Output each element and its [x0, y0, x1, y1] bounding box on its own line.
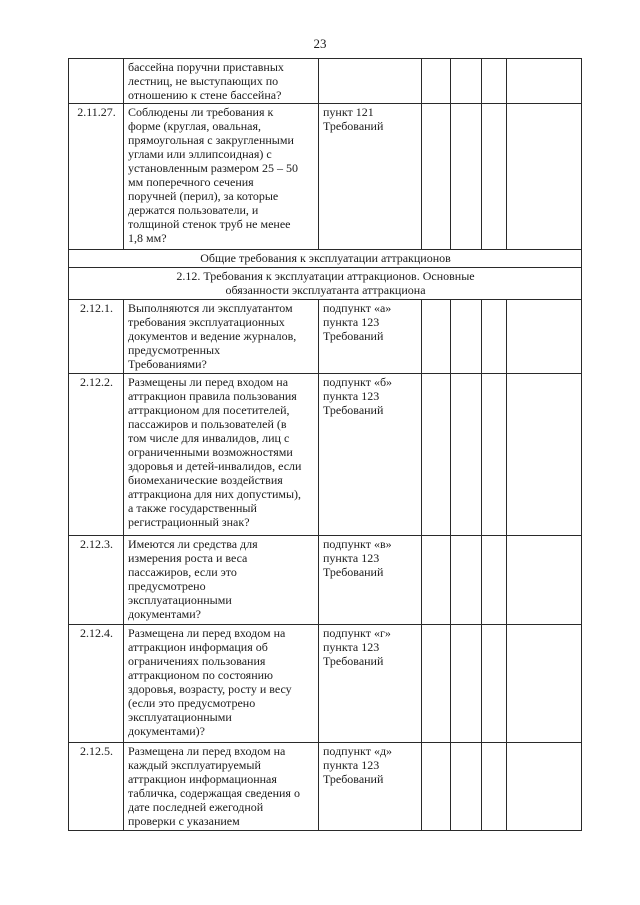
note-cell[interactable]	[507, 59, 582, 104]
note-cell[interactable]	[507, 743, 582, 831]
note-cell[interactable]	[507, 374, 582, 536]
answer-cell-yes[interactable]	[422, 625, 451, 743]
item-question: Имеются ли средства для измерения роста и веса пассажиров, если это предусмотрено эксплуатационными документами?	[124, 536, 319, 625]
section-row	[69, 250, 582, 268]
table-row	[69, 59, 582, 104]
item-number	[69, 59, 124, 104]
item-reference: подпункт «г» пункта 123 Требований	[319, 625, 422, 743]
table-row	[69, 104, 582, 250]
answer-cell-no[interactable]	[451, 536, 482, 625]
answer-cell-yes[interactable]	[422, 300, 451, 374]
item-number: 2.12.1.	[69, 300, 124, 374]
answer-cell-yes[interactable]	[422, 536, 451, 625]
table-row	[69, 374, 582, 536]
item-number: 2.12.2.	[69, 374, 124, 536]
item-reference: подпункт «д» пункта 123 Требований	[319, 743, 422, 831]
item-reference: пункт 121 Требований	[319, 104, 422, 250]
answer-cell-no[interactable]	[451, 104, 482, 250]
answer-cell-na[interactable]	[482, 300, 507, 374]
item-question: бассейна поручни приставных лестниц, не выступающих по отношению к стене бассейна?	[124, 59, 319, 104]
table-row	[69, 625, 582, 743]
answer-cell-yes[interactable]	[422, 59, 451, 104]
answer-cell-yes[interactable]	[422, 743, 451, 831]
item-reference: подпункт «в» пункта 123 Требований	[319, 536, 422, 625]
answer-cell-yes[interactable]	[422, 104, 451, 250]
answer-cell-na[interactable]	[482, 59, 507, 104]
answer-cell-no[interactable]	[451, 300, 482, 374]
section-heading: Общие требования к эксплуатации аттракционов	[69, 250, 582, 268]
answer-cell-na[interactable]	[482, 743, 507, 831]
item-question: Размещена ли перед входом на аттракцион информация об ограничениях пользования аттракционом по состоянию здоровья, возрасту, росту и весу (если это предусмотрено эксплуатационными документами)?	[124, 625, 319, 743]
item-question: Выполняются ли эксплуатантом требования эксплуатационных документов и ведение журналов, предусмотренных Требованиями?	[124, 300, 319, 374]
table-row	[69, 300, 582, 374]
answer-cell-yes[interactable]	[422, 374, 451, 536]
note-cell[interactable]	[507, 625, 582, 743]
answer-cell-na[interactable]	[482, 374, 507, 536]
item-reference: подпункт «а» пункта 123 Требований	[319, 300, 422, 374]
answer-cell-no[interactable]	[451, 374, 482, 536]
item-reference: подпункт «б» пункта 123 Требований	[319, 374, 422, 536]
note-cell[interactable]	[507, 300, 582, 374]
item-question: Размещены ли перед входом на аттракцион правила пользования аттракционом для посетителей, пассажиров и пользователей (в том числе для инвалидов, лиц с ограниченными возможностями здоровья и детей-инвалидов, если биомеханические воздействия аттракциона для них допустимы), а также государственный регистрационный знак?	[124, 374, 319, 536]
page-number: 23	[313, 36, 327, 51]
item-question: Размещена ли перед входом на каждый эксплуатируемый аттракцион информационная табличка, содержащая сведения о дате последней ежегодной проверки с указанием	[124, 743, 319, 831]
answer-cell-na[interactable]	[482, 104, 507, 250]
item-reference	[319, 59, 422, 104]
note-cell[interactable]	[507, 536, 582, 625]
answer-cell-no[interactable]	[451, 625, 482, 743]
note-cell[interactable]	[507, 104, 582, 250]
answer-cell-na[interactable]	[482, 536, 507, 625]
answer-cell-no[interactable]	[451, 743, 482, 831]
item-number: 2.12.5.	[69, 743, 124, 831]
table-row	[69, 743, 582, 831]
checklist-table	[68, 58, 582, 831]
item-number: 2.12.4.	[69, 625, 124, 743]
answer-cell-na[interactable]	[482, 625, 507, 743]
table-row	[69, 536, 582, 625]
section-heading: 2.12. Требования к эксплуатации аттракционов. Основные обязанности эксплуатанта аттракциона	[69, 268, 582, 300]
item-number: 2.11.27.	[69, 104, 124, 250]
section-row	[69, 268, 582, 300]
item-question: Соблюдены ли требования к форме (круглая, овальная, прямоугольная с закругленными углами или эллипсоидная) с установленным размером 25 – 50 мм поперечного сечения поручней (перил), за которые держатся пользователи, и толщиной стенок труб не менее 1,8 мм?	[124, 104, 319, 250]
item-number: 2.12.3.	[69, 536, 124, 625]
answer-cell-no[interactable]	[451, 59, 482, 104]
